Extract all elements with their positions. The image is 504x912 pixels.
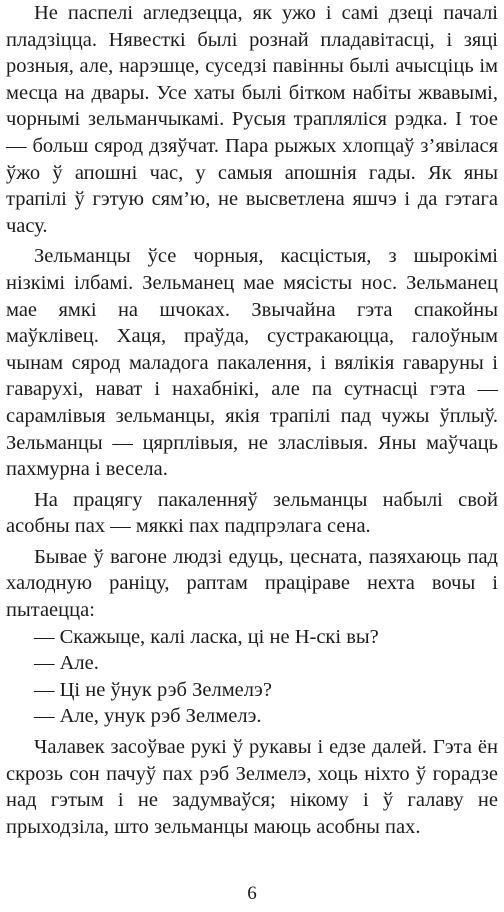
paragraph-1: Не паспелі агледзецца, як ужо і самі дзеці пачалі пладзіцца. Нявесткі былі рознай пладавітасці, і зяці розныя, але, нарэшце, суседзі павінны былі ачысціць ім месца на двары. Усе хаты былі бітком набіты жвавымі, чорнымі зельманчыкамі. Русыя трапляліся рэдка. І тое — больш сярод дзяўчат. Пара рыжых хлопцаў з’явілася ўжо ў апошні час, у самыя апошнія гады. Як яны трапілі ў гэтую сям’ю, не высветлена яшчэ і да гэтага часу. [6,2,498,237]
paragraph-2: Зельманцы ўсе чорныя, касцістыя, з шырокімі нізкімі ілбамі. Зельманец мае мясісты нос. Зельманец мае ямкі на шчоках. Звычайна гэта спакойны маўклівец. Хаця, праўда, сустракаюцца, галоўным чынам сярод маладога пакалення, і вялікія гаваруны і гаварухі, нават і нахабнікі, але па сутнасці гэта — сарамлівыя зельманцы, якія трапілі пад чужы ўплыў. Зельманцы — цярплівыя, не зласлівыя. Яны маўчаць пахмурна і весела. [6,245,498,481]
closing-paragraph: Чалавек засоўвае рукі ў рукавы і едзе далей. Гэта ён скрозь сон пачуў пах рэб Зелмелэ, хоць ніхто ў горадзе над гэтым і не задумваўся; нікому і ў галаву не прыходзіла, што зельманцы маюць асобны пах. [6,736,498,838]
page-number: 6 [247,883,257,904]
body-text [6,0,498,844]
paragraph-3: На працягу пакаленняў зельманцы набылі свой асобны пах — мяккі пах падпрэлага сена. [6,488,498,538]
paragraph-4: Бывае ў вагоне людзі едуць, цесната, пазяхаюць пад халодную раніцу, раптам праціраве нехта вочы і пытаецца: [6,545,498,622]
dialogue-line-3: — Ці не ўнук рэб Зелмелэ? [34,678,272,701]
dialogue-line-4: — Але, унук рэб Зелмелэ. [34,705,262,728]
dialogue-line-2: — Але. [34,652,99,675]
dialogue-line-1: — Скажыце, калі ласка, ці не Н-скі вы? [34,625,379,648]
